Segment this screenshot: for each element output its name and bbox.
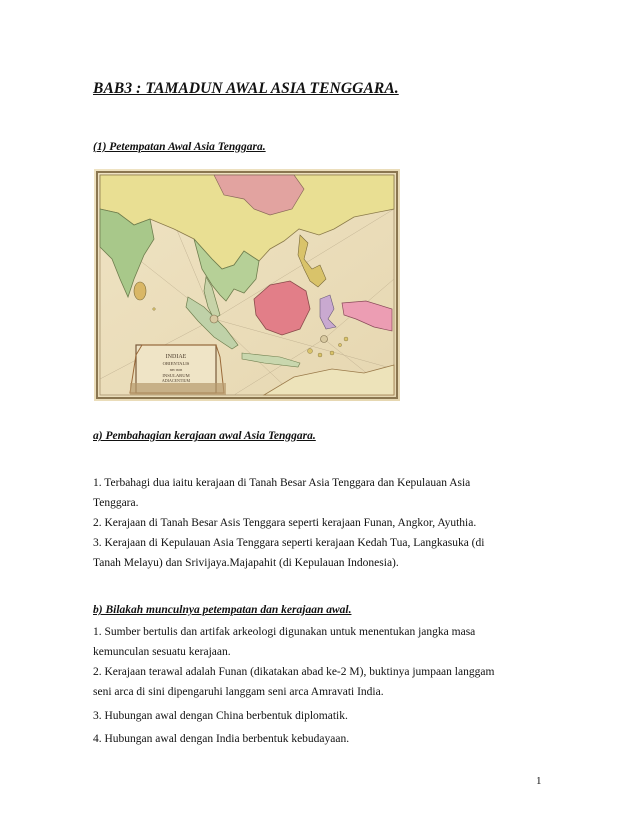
cartouche-line: nec non <box>169 367 183 372</box>
cartouche-line: ADIACENTIUM <box>161 378 191 383</box>
section-b-line: 1. Sumber bertulis dan artifak arkeologi digunakan untuk menentukan jangka masa <box>93 626 476 638</box>
cartouche-line: INDIAE <box>165 354 187 360</box>
cartouche-line: INSULARUM <box>162 373 190 378</box>
section-b-line: 3. Hubungan awal dengan China berbentuk diplomatik. <box>93 710 348 722</box>
section-a-heading: a) Pembahagian kerajaan awal Asia Tenggara. <box>93 430 316 442</box>
section-b-heading: b) Bilakah munculnya petempatan dan kerajaan awal. <box>93 604 352 616</box>
section-b-line: 4. Hubungan awal dengan India berbentuk kebudayaan. <box>93 733 350 745</box>
page-title: BAB3 : TAMADUN AWAL ASIA TENGGARA. <box>93 80 399 97</box>
section-1-heading: (1) Petempatan Awal Asia Tenggara. <box>93 141 266 153</box>
section-a-line: Tenggara. <box>93 497 139 509</box>
southeast-asia-map <box>94 169 400 401</box>
cartouche-line: ORIENTALIS <box>162 361 190 366</box>
section-a-line: 2. Kerajaan di Tanah Besar Asis Tenggara seperti kerajaan Funan, Angkor, Ayuthia. <box>93 517 477 529</box>
section-b-line: kemunculan sesuatu kerajaan. <box>93 646 231 658</box>
section-b-line: seni arca di sini dipengaruhi langgam seni arca Amravati India. <box>93 686 384 698</box>
section-a-line: Tanah Melayu) dan Srivijaya.Majapahit (di Kepulauan Indonesia). <box>93 557 399 569</box>
section-a-line: 1. Terbahagi dua iaitu kerajaan di Tanah Besar Asia Tenggara dan Kepulauan Asia <box>93 477 471 489</box>
map-cartouche <box>130 345 226 395</box>
section-a-line: 3. Kerajaan di Kepulauan Asia Tenggara seperti kerajaan Kedah Tua, Langkasuka (di <box>93 537 485 549</box>
page-number: 1 <box>536 775 542 787</box>
section-b-line: 2. Kerajaan terawal adalah Funan (dikatakan abad ke-2 M), buktinya jumpaan langgam <box>93 666 495 678</box>
